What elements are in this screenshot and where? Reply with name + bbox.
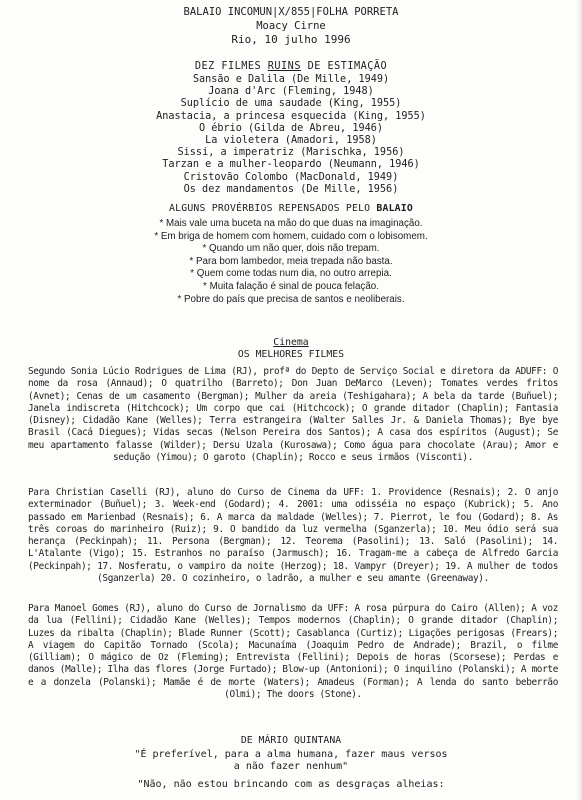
film-item: Joana d'Arc (Fleming, 1948) <box>208 86 374 98</box>
quintana-heading: DE MÁRIO QUINTANA <box>240 735 342 746</box>
page-edge-shadow <box>576 0 582 800</box>
film-item: Sissi, a imperatriz (Marischka, 1956) <box>177 147 405 159</box>
proverb-item: * Quando um não quer, dois não trepam. <box>202 243 380 255</box>
cinema-paragraph-1: Segundo Sonia Lúcio Rodrigues de Lima (RJ), profª do Depto de Serviço Social e diretora da ADUFF: O nome da rosa (Annaud); O quatrilho (Barreto); Don Juan DeMarco (Leven); Tomates verdes fritos (Avnet); Cenas de um casamento (Bergman); Mulher da areia (Teshigahara); A bela da tarde (Buñuel); Janela indiscreta (Hitchcock); Um corpo que cai (Hitchcock); O grande ditador (Chaplin); Fantasia (Disney); Cidadão Kane (Welles); Terra estrangeira (Walter Salles Jr. & Daniela Thomas); Bye bye Brasil (Cacá Diegues); Vidas secas (Nelson Pereira dos Santos); A casa dos espíritos (August); Se meu apartamento falasse (Wilder); Dersu Uzala (Kurosawa); Como água para chocolate (Arau); Amor e sedução (Yimou); O garoto (Chaplin); Rocco e seus irmãos (Visconti). <box>28 366 558 464</box>
film-item: Tarzan e a mulher-leopardo (Neumann, 1946) <box>162 159 420 171</box>
film-item: Os dez mandamentos (De Mille, 1956) <box>183 183 399 195</box>
cinema-subheading: OS MELHORES FILMES <box>237 349 345 360</box>
proverb-item: * Pobre do país que precisa de santos e neoliberais. <box>177 293 405 305</box>
film-item: Cristovão Colombo (MacDonald, 1949) <box>183 171 399 183</box>
quintana-quote-line-2: a não fazer nenhum" <box>233 761 349 772</box>
film-item: O ébrio (Gilda de Abreu, 1946) <box>198 122 383 134</box>
proverb-item: * Muita falação é sinal de pouca felação. <box>203 280 379 292</box>
proverbs-title-prefix: ALGUNS PROVÉRBIOS REPENSADOS PELO <box>169 203 377 214</box>
proverbs-list <box>0 218 582 306</box>
quintana-quote-line-1: "É preferível, para a alma humana, fazer maus versos <box>134 749 448 760</box>
quintana-quote-line-3: "Não, não estou brincando com as desgraças alheias: <box>137 779 445 790</box>
films-title-suffix: DE ESTIMAÇÃO <box>300 61 388 72</box>
proverbs-title-emph: BALAIO <box>376 203 413 214</box>
proverb-item: * Para bom lambedor, meia trepada não basta. <box>189 255 393 267</box>
film-item: Suplício de uma saudade (King, 1955) <box>180 98 402 110</box>
proverbs-section-title <box>0 202 582 215</box>
film-item: Anastacia, a princesa esquecida (King, 1955) <box>156 110 426 122</box>
proverb-item: * Quem come todas num dia, no outro arrepia. <box>190 268 392 280</box>
proverb-item: * Mais vale uma buceta na mão do que duas na imaginação. <box>159 218 423 229</box>
header-date: Rio, 10 julho 1996 <box>231 33 351 46</box>
films-title-prefix: DEZ FILMES <box>194 61 268 72</box>
header-author: Moacy Cirne <box>256 20 326 32</box>
cinema-paragraph-3: Para Manoel Gomes (RJ), aluno do Curso de Jornalismo da UFF: A rosa púrpura do Cairo (Allen); A voz da lua (Fellini); Cidadão Kane (Welles); Tempos modernos (Chaplin); O grande ditador (Chaplin); Luzes da ribalta (Chaplin); Blade Runner (Scott); Casablanca (Curtiz); Ligações perigosas (Frears); A viagem do Capitão Tornado (Scola); Macunaíma (Joaquim Pedro de Andrade); Brazil, o filme (Gilliam); O mágico de Oz (Fleming); Entrevista (Fellini); Depois de horas (Scorsese); Perdas e danos (Malle); Ilha das flores (Jorge Furtado); Blow-up (Antonioni); O inquilino (Polanski); A morte e a donzela (Polanski); Mamãe é de morte (Waters); Amadeus (Forman); A lenda do santo beberrão (Olmi); The doors (Stone). <box>28 603 558 701</box>
film-item: Sansão e Dalila (De Mille, 1949) <box>192 74 390 85</box>
cinema-heading: Cinema <box>273 337 309 348</box>
films-title-emph: RUINS <box>267 61 301 72</box>
header-masthead: BALAIO INCOMUN|X/855|FOLHA PORRETA <box>183 6 399 18</box>
films-section-title <box>0 60 582 73</box>
cinema-paragraph-2: Para Christian Caselli (RJ), aluno do Curso de Cinema da UFF: 1. Providence (Resnais); 2. O anjo exterminador (Buñuel); 3. Week-end (Godard); 4. 2001: uma odisséia no espaço (Kubrick); 5. Ano passado em Marienbad (Resnais); 6. A marca da maldade (Welles); 7. Pierrot, le fou (Godard); 8. As três coroas do marinheiro (Ruiz); 9. O bandido da luz vermelha (Sganzerla); 10. Meu ódio será sua herança (Peckinpah); 11. Persona (Bergman); 12. Teorema (Pasolini); 13. Saló (Pasolini); 14. L'Atalante (Vigo); 15. Estranhos no paraíso (Jarmusch); 16. Tragam-me a cabeça de Alfredo Garcia (Peckinpah); 17. Nosferatu, o vampiro da noite (Herzog); 18. Vampyr (Dreyer); 19. A mulher de todos (Sganzerla) 20. O cozinheiro, o ladrão, a mulher e seu amante (Greenaway). <box>28 487 558 585</box>
proverb-item: * Em briga de homem com homem, cuidado com o lobisomem. <box>154 230 428 242</box>
films-list <box>0 74 582 196</box>
film-item: La violetera (Amadori, 1958) <box>205 135 377 147</box>
